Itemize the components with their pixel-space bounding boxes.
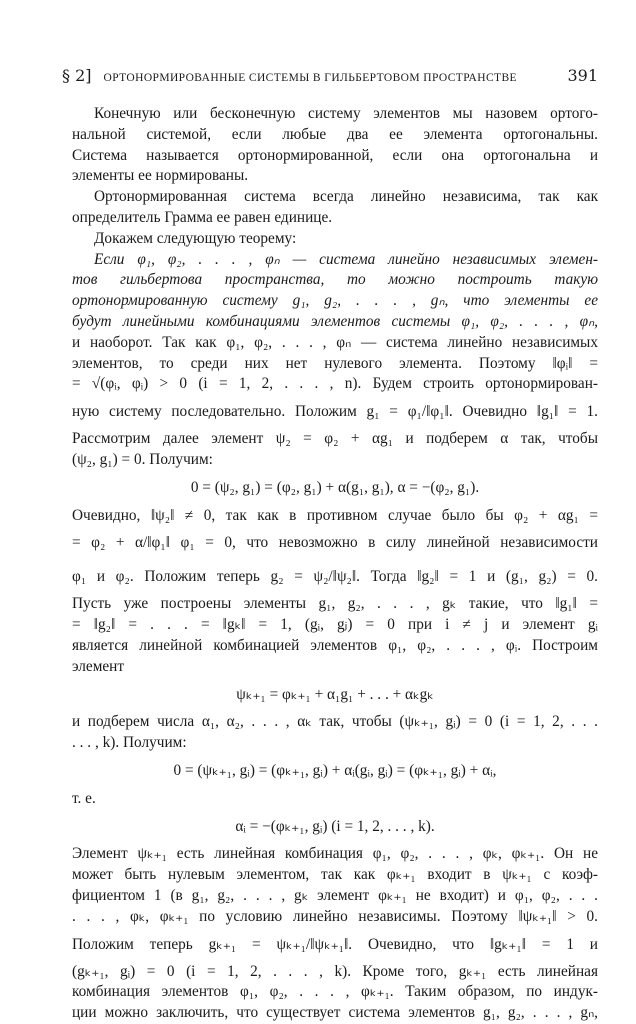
running-header [62,66,598,85]
text-line: Система называется ортонормированной, если она ортогональна и [72,146,598,164]
text-line: (gₖ₊₁, gᵢ) = 0 (i = 1, 2, . . . , k). Кроме того, gₖ₊₁ есть линейная [72,962,598,980]
text-line: (ψ₂, g₁) = 0. Получим: [72,450,213,468]
text-line: Конечную или бесконечную систему элементов мы назовем ортого- [94,105,598,122]
display-formula: 0 = (ψₖ₊₁, gᵢ) = (φₖ₊₁, gᵢ) + αᵢ(gᵢ, gᵢ) = (φₖ₊₁, gᵢ) + αᵢ, [173,761,497,779]
text-line: элемент [72,657,125,675]
text-line: . . . , k). Получим: [72,734,187,752]
text-line: может быть нулевым элементом, так как φₖ₊₁ входит в ψₖ₊₁ с коэф- [72,866,598,884]
text-line: фициентом 1 (в g₁, g₂, . . . , gₖ элемент φₖ₊₁ не входит) и φ₁, φ₂, . . . [72,886,598,904]
text-line: Элемент ψₖ₊₁ есть линейная комбинация φ₁, φ₂, . . . , φₖ, φₖ₊₁. Он не [72,845,598,863]
theorem-line: тов гильбертова пространства, то можно построить такую [72,271,598,289]
text-line: определитель Грамма ее равен единице. [72,208,333,226]
text-line: = ‖g₂‖ = . . . = ‖gₖ‖ = 1, (gᵢ, gⱼ) = 0 при i ≠ j и элемент gᵢ [72,616,598,634]
page-number: 391 [567,66,598,85]
text-line: . . . , φₖ, φₖ₊₁ по условию линейно независимы. Поэтому ‖ψₖ₊₁‖ > 0. [72,907,598,925]
text-line: Докажем следующую теорему: [94,229,297,247]
text-line: элементов, то среди них нет нулевого элемента. Поэтому ‖φᵢ‖ = [72,354,598,372]
text-line: нальной системой, если любые два ее элемента ортогональны. [72,125,598,143]
text-line: элементы ее нормированы. [72,167,249,185]
text-line: Ортонормированная система всегда линейно независима, так как [94,188,598,206]
text-line: Очевидно, ‖ψ₂‖ ≠ 0, так как в противном случае было бы φ₂ + αg₁ = [72,506,598,524]
page-body [72,104,598,1024]
text-line: ции можно заключить, что существует система элементов g₁, g₂, . . . , gₙ, [72,1004,598,1022]
text-line: и подберем числа α₁, α₂, . . . , αₖ так, чтобы (ψₖ₊₁, gᵢ) = 0 (i = 1, 2, . . . [72,713,598,731]
text-line: Пусть уже построены элементы g₁, g₂, . . . , gₖ такие, что ‖g₁‖ = [72,595,598,613]
text-line: и наоборот. Так как φ₁, φ₂, . . . , φₙ — система линейно независимых [72,333,598,351]
theorem-line: Если φ₁, φ₂, . . . , φₙ — система линейно независимых элемен- [94,250,598,268]
section-number: § 2] [62,66,92,85]
text-line: Положим теперь gₖ₊₁ = ψₖ₊₁/‖ψₖ₊₁‖. Очевидно, что ‖gₖ₊₁‖ = 1 и [72,935,598,953]
text-line: = φ₂ + α/‖φ₁‖ φ₁ = 0, что невозможно в силу линейной независимости [72,534,598,552]
running-title: ОРТОНОРМИРОВАННЫЕ СИСТЕМЫ В ГИЛЬБЕРТОВОМ ПРОСТРАНСТВЕ [103,72,517,84]
text-line: ную систему последовательно. Положим g₁ = φ₁/‖φ₁‖. Очевидно ‖g₁‖ = 1. [72,403,598,421]
text-line: комбинация элементов φ₁, φ₂, . . . , φₖ₊₁. Таким образом, по индук- [72,983,598,1001]
text-line: = √(φᵢ, φᵢ) > 0 (i = 1, 2, . . . , n). Будем строить ортонормирован- [72,375,598,393]
display-formula: ψₖ₊₁ = φₖ₊₁ + α₁g₁ + . . . + αₖgₖ [236,685,434,703]
text-line: Рассмотрим далее элемент ψ₂ = φ₂ + αg₁ и подберем α так, чтобы [72,430,598,448]
display-formula: 0 = (ψ₂, g₁) = (φ₂, g₁) + α(g₁, g₁), α = −(φ₂, g₁). [190,478,480,496]
text-line: является линейной комбинацией элементов φ₁, φ₂, . . . , φᵢ. Построим [72,636,598,654]
theorem-line: будут линейными комбинациями элементов системы φ₁, φ₂, . . . , φₙ, [72,312,598,330]
text-line: φ₁ и φ₂. Положим теперь g₂ = ψ₂/‖ψ₂‖. Тогда ‖g₂‖ = 1 и (g₁, g₂) = 0. [72,568,598,586]
text-line: т. е. [72,789,96,807]
display-formula: αᵢ = −(φₖ₊₁, gᵢ) (i = 1, 2, . . . , k). [235,817,435,835]
theorem-line: ортонормированную систему g₁, g₂, . . . , gₙ, что элементы ее [72,292,598,310]
